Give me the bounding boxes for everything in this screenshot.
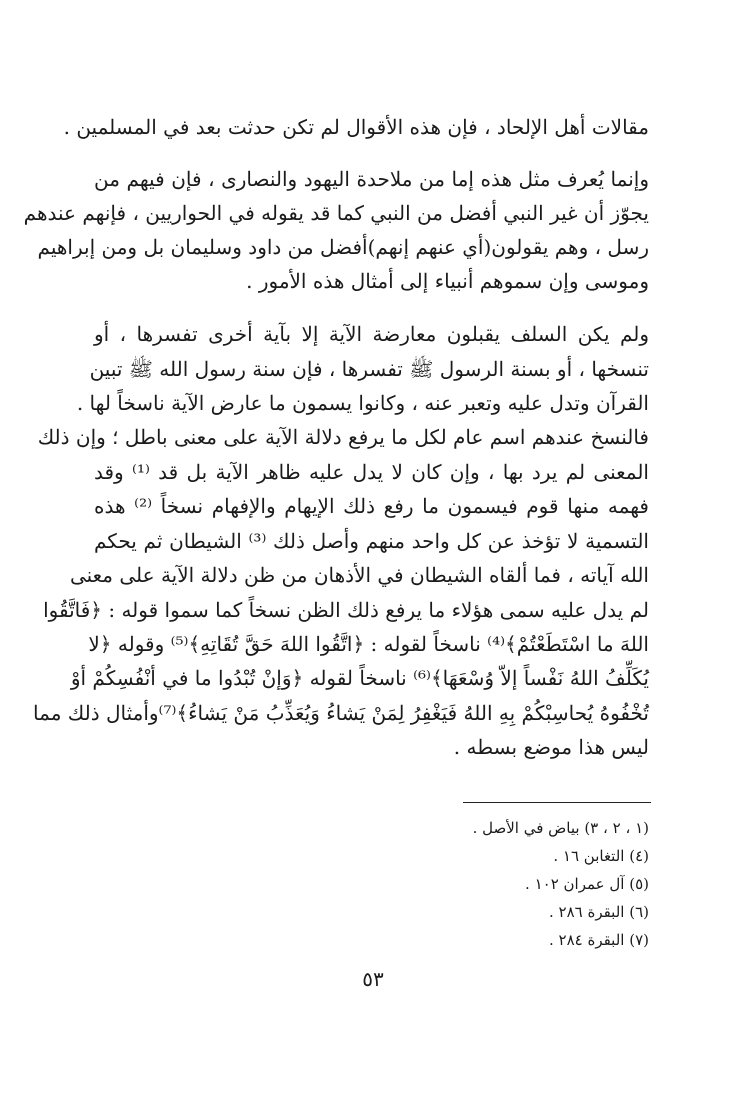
- paragraph-2-line-3: رسل ، وهم يقولون(أي عنهم إنهم)أفضل من داود وسليمان بل ومن إبراهيم: [37, 235, 649, 259]
- footnote-separator: [463, 802, 651, 803]
- footnote-3: (٥) آل عمران ١٠٢ .: [525, 875, 649, 893]
- paragraph-3-line-9: لم يدل عليه سمى هؤلاء ما يرفع ذلك الظن نسخاً كما سموا قوله : ﴿فَاتَّقُوا: [43, 598, 649, 622]
- paragraph-2-line-1: وإنما يُعرف مثل هذه إما من ملاحدة اليهود والنصارى ، فإن فيهم من: [94, 167, 649, 191]
- paragraph-3-line-3: القرآن وتدل عليه وتعبر عنه ، وكانوا يسمون ما عارض الآية ناسخاً لها .: [76, 391, 649, 415]
- paragraph-2-line-2: يجوّز أن غير النبي أفضل من النبي كما قد يقوله في الحواريين ، فإنهم عندهم: [23, 201, 649, 225]
- footnote-1: (١ ، ٢ ، ٣) بياض في الأصل .: [472, 819, 649, 837]
- footnote-4: (٦) البقرة ٢٨٦ .: [548, 903, 649, 921]
- paragraph-3-line-8: الله آياته ، فما ألقاه الشيطان في الأذهان من ظن دلالة الآية على معنى: [69, 563, 649, 587]
- paragraph-3-line-1: ولم يكن السلف يقبلون معارضة الآية إلا بآية أخرى تفسرها ، أو: [94, 322, 649, 346]
- footnote-5: (٧) البقرة ٢٨٤ .: [548, 931, 649, 949]
- paragraph-3-line-7: التسمية لا تؤخذ عن كل واحد منهم وأصل ذلك ⁽³⁾ الشيطان ثم يحكم: [94, 529, 649, 553]
- paragraph-3-line-11: يُكَلِّفُ اللهُ نَفْساً إلاّ وُسْعَهَا﴾⁽⁶⁾ ناسخاً لقوله ﴿وَإنْ تُبْدُوا ما في أنْفُسِكُمْ أوْ: [70, 666, 649, 690]
- paragraph-3-line-2: تنسخها ، أو بسنة الرسول ﷺ تفسرها ، فإن سنة رسول الله ﷺ تبين: [89, 357, 649, 381]
- paragraph-2-line-4: وموسى وإن سموهم أنبياء إلى أمثال هذه الأمور .: [246, 269, 649, 293]
- page-number: ٥٣: [362, 967, 384, 991]
- paragraph-1-line-1: مقالات أهل الإلحاد ، فإن هذه الأقوال لم تكن حدثت بعد في المسلمين .: [63, 115, 649, 139]
- paragraph-3-line-4: فالنسخ عندهم اسم عام لكل ما يرفع دلالة الآية على معنى باطل ؛ وإن ذلك: [37, 425, 649, 449]
- paragraph-3-line-5: المعنى لم يرد بها ، وإن كان لا يدل عليه ظاهر الآية بل قد ⁽¹⁾ وقد: [94, 460, 649, 484]
- paragraph-3-line-12: تُخْفُوهُ يُحاسِبْكُمْ بِهِ اللهُ فَيَغْفِرُ لِمَنْ يَشاءُ وَيُعَذِّبُ مَنْ يَشاءُ﴾⁽⁷⁾وأمثال ذلك مما: [33, 701, 649, 725]
- paragraph-3-line-13: ليس هذا موضع بسطه .: [453, 735, 649, 759]
- paragraph-3-line-6: فهمه منها قوم فيسمون ما رفع ذلك الإيهام والإفهام نسخاً ⁽²⁾ هذه: [94, 494, 649, 518]
- paragraph-3-line-10: اللهَ ما اسْتَطَعْتُمْ﴾⁽⁴⁾ ناسخاً لقوله : ﴿اتَّقُوا اللهَ حَقَّ تُقَاتِهِ﴾⁽⁵⁾ وقوله ﴿لا: [88, 632, 649, 656]
- footnote-2: (٤) التغابن ١٦ .: [553, 847, 649, 865]
